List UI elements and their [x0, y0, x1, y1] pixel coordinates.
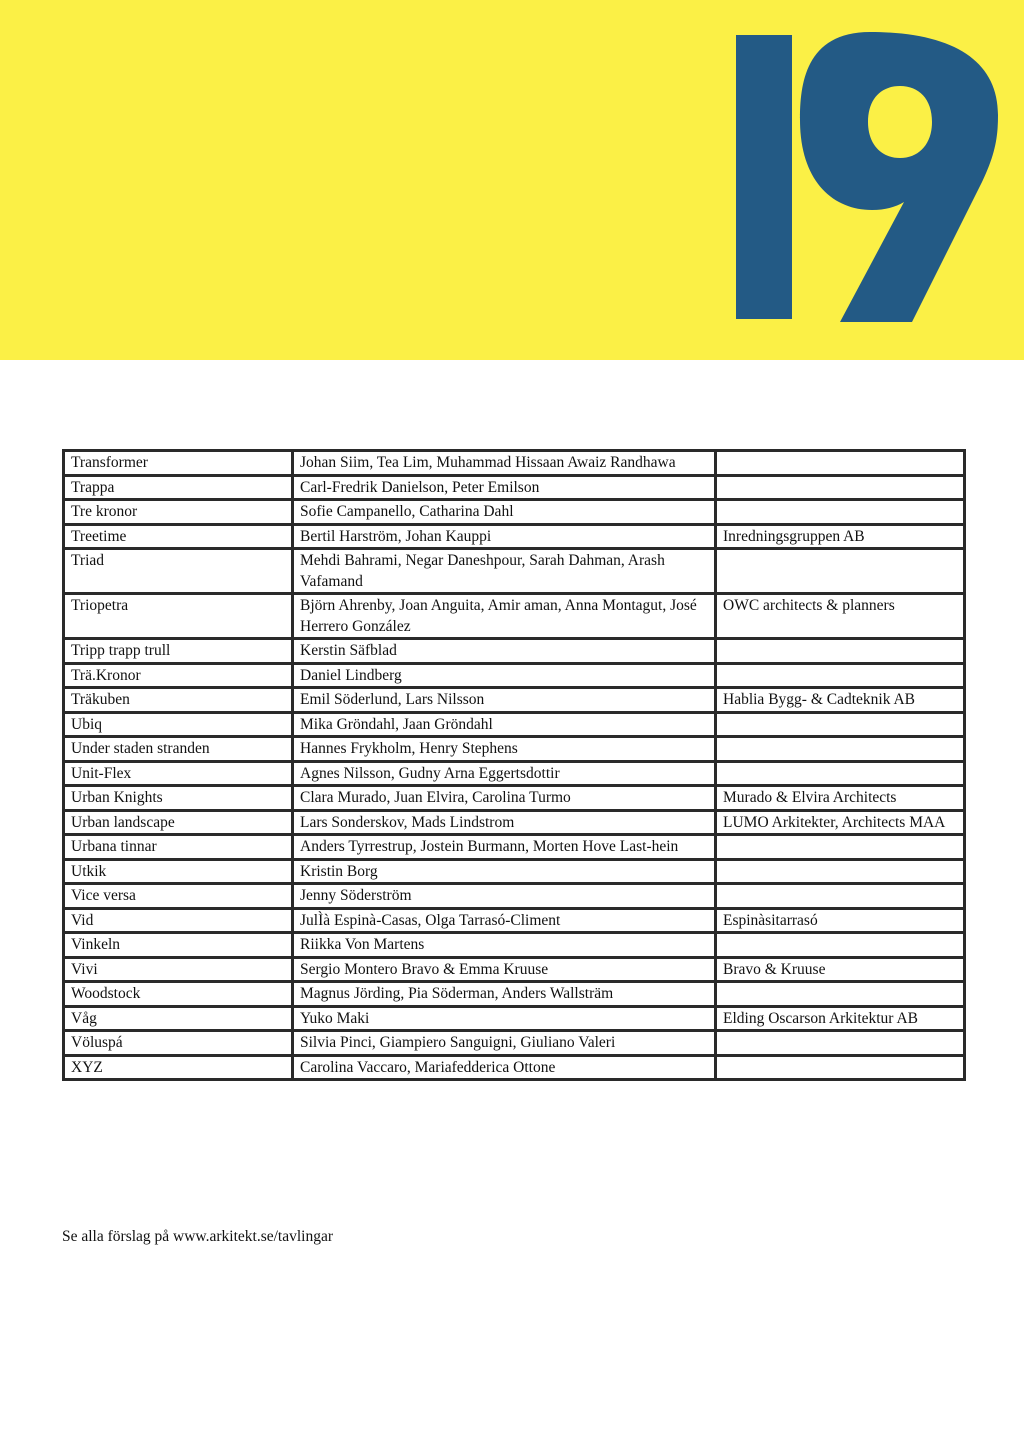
authors-cell: Mehdi Bahrami, Negar Daneshpour, Sarah Dahman, Arash Vafamand	[293, 549, 716, 594]
authors-cell: Sergio Montero Bravo & Emma Kruuse	[293, 957, 716, 982]
proposal-name-cell: Trappa	[64, 475, 293, 500]
authors-cell: Yuko Maki	[293, 1006, 716, 1031]
company-cell	[716, 500, 965, 525]
table-row	[64, 908, 965, 933]
authors-cell: Daniel Lindberg	[293, 663, 716, 688]
company-cell	[716, 933, 965, 958]
footer-note: Se alla förslag på www.arkitekt.se/tavlingar	[62, 1228, 334, 1245]
company-cell	[716, 1031, 965, 1056]
table-row	[64, 524, 965, 549]
table-row	[64, 500, 965, 525]
proposal-name-cell: Tre kronor	[64, 500, 293, 525]
authors-cell: Carolina Vaccaro, Mariafedderica Ottone	[293, 1055, 716, 1080]
table-row	[64, 933, 965, 958]
company-cell	[716, 663, 965, 688]
table-row	[64, 451, 965, 476]
proposal-name-cell: Urban Knights	[64, 786, 293, 811]
proposal-name-cell: Treetime	[64, 524, 293, 549]
table-row	[64, 663, 965, 688]
company-cell	[716, 712, 965, 737]
proposal-name-cell: Vivi	[64, 957, 293, 982]
authors-cell: Magnus Jörding, Pia Söderman, Anders Wallsträm	[293, 982, 716, 1007]
authors-cell: Lars Sonderskov, Mads Lindstrom	[293, 810, 716, 835]
table-row	[64, 957, 965, 982]
proposal-name-cell: Triad	[64, 549, 293, 594]
authors-cell: Jenny Söderström	[293, 884, 716, 909]
page-number	[720, 10, 1020, 340]
authors-cell: Clara Murado, Juan Elvira, Carolina Turmo	[293, 786, 716, 811]
company-cell	[716, 761, 965, 786]
proposal-name-cell: Vinkeln	[64, 933, 293, 958]
proposal-name-cell: Vid	[64, 908, 293, 933]
table-row	[64, 594, 965, 639]
table-row	[64, 786, 965, 811]
table-row	[64, 761, 965, 786]
company-cell	[716, 639, 965, 664]
header-banner	[0, 0, 1024, 360]
authors-cell: Bertil Harström, Johan Kauppi	[293, 524, 716, 549]
table-row	[64, 475, 965, 500]
authors-cell: Anders Tyrrestrup, Jostein Burmann, Morten Hove Last-hein	[293, 835, 716, 860]
company-cell	[716, 475, 965, 500]
proposal-name-cell: Trä.Kronor	[64, 663, 293, 688]
authors-cell: Björn Ahrenby, Joan Anguita, Amir aman, Anna Montagut, José Herrero González	[293, 594, 716, 639]
proposal-name-cell: Ubiq	[64, 712, 293, 737]
company-cell: OWC architects & planners	[716, 594, 965, 639]
authors-cell: Sofie Campanello, Catharina Dahl	[293, 500, 716, 525]
table-row	[64, 639, 965, 664]
company-cell	[716, 859, 965, 884]
proposal-name-cell: Under staden stranden	[64, 737, 293, 762]
company-cell: Inredningsgruppen AB	[716, 524, 965, 549]
company-cell: Elding Oscarson Arkitektur AB	[716, 1006, 965, 1031]
company-cell: Hablia Bygg- & Cadteknik AB	[716, 688, 965, 713]
company-cell: LUMO Arkitekter, Architects MAA	[716, 810, 965, 835]
proposal-name-cell: Urbana tinnar	[64, 835, 293, 860]
authors-cell: Mika Gröndahl, Jaan Gröndahl	[293, 712, 716, 737]
company-cell	[716, 549, 965, 594]
authors-cell: Riikka Von Martens	[293, 933, 716, 958]
company-cell	[716, 835, 965, 860]
company-cell: Murado & Elvira Architects	[716, 786, 965, 811]
entries-table	[62, 449, 966, 1081]
company-cell	[716, 884, 965, 909]
proposal-name-cell: XYZ	[64, 1055, 293, 1080]
table-body	[64, 451, 965, 1080]
proposal-name-cell: Völuspá	[64, 1031, 293, 1056]
table-row	[64, 884, 965, 909]
company-cell	[716, 737, 965, 762]
proposal-name-cell: Triopetra	[64, 594, 293, 639]
digit-one-shape	[736, 35, 792, 319]
table-row	[64, 810, 965, 835]
authors-cell: Kerstin Säfblad	[293, 639, 716, 664]
company-cell	[716, 1055, 965, 1080]
authors-cell: Emil Söderlund, Lars Nilsson	[293, 688, 716, 713]
digit-nine-shape	[800, 32, 998, 322]
company-cell	[716, 451, 965, 476]
proposal-name-cell: Tripp trapp trull	[64, 639, 293, 664]
table-row	[64, 1055, 965, 1080]
table-row	[64, 688, 965, 713]
authors-cell: Carl-Fredrik Danielson, Peter Emilson	[293, 475, 716, 500]
proposal-name-cell: Vice versa	[64, 884, 293, 909]
table-row	[64, 982, 965, 1007]
proposal-name-cell: Träkuben	[64, 688, 293, 713]
proposal-name-cell: Transformer	[64, 451, 293, 476]
authors-cell: Johan Siim, Tea Lim, Muhammad Hissaan Awaiz Randhawa	[293, 451, 716, 476]
proposal-name-cell: Utkik	[64, 859, 293, 884]
proposal-name-cell: Unit-Flex	[64, 761, 293, 786]
authors-cell: Agnes Nilsson, Gudny Arna Eggertsdottir	[293, 761, 716, 786]
proposal-name-cell: Urban landscape	[64, 810, 293, 835]
table-row	[64, 1006, 965, 1031]
table-row	[64, 835, 965, 860]
authors-cell: Kristin Borg	[293, 859, 716, 884]
table-row	[64, 1031, 965, 1056]
authors-cell: JulÌà Espinà-Casas, Olga Tarrasó-Climent	[293, 908, 716, 933]
authors-cell: Hannes Frykholm, Henry Stephens	[293, 737, 716, 762]
table-row	[64, 737, 965, 762]
table-row	[64, 549, 965, 594]
table-row	[64, 712, 965, 737]
authors-cell: Silvia Pinci, Giampiero Sanguigni, Giuliano Valeri	[293, 1031, 716, 1056]
proposal-name-cell: Woodstock	[64, 982, 293, 1007]
table-row	[64, 859, 965, 884]
company-cell: Bravo & Kruuse	[716, 957, 965, 982]
company-cell	[716, 982, 965, 1007]
proposal-name-cell: Våg	[64, 1006, 293, 1031]
company-cell: Espinàsitarrasó	[716, 908, 965, 933]
